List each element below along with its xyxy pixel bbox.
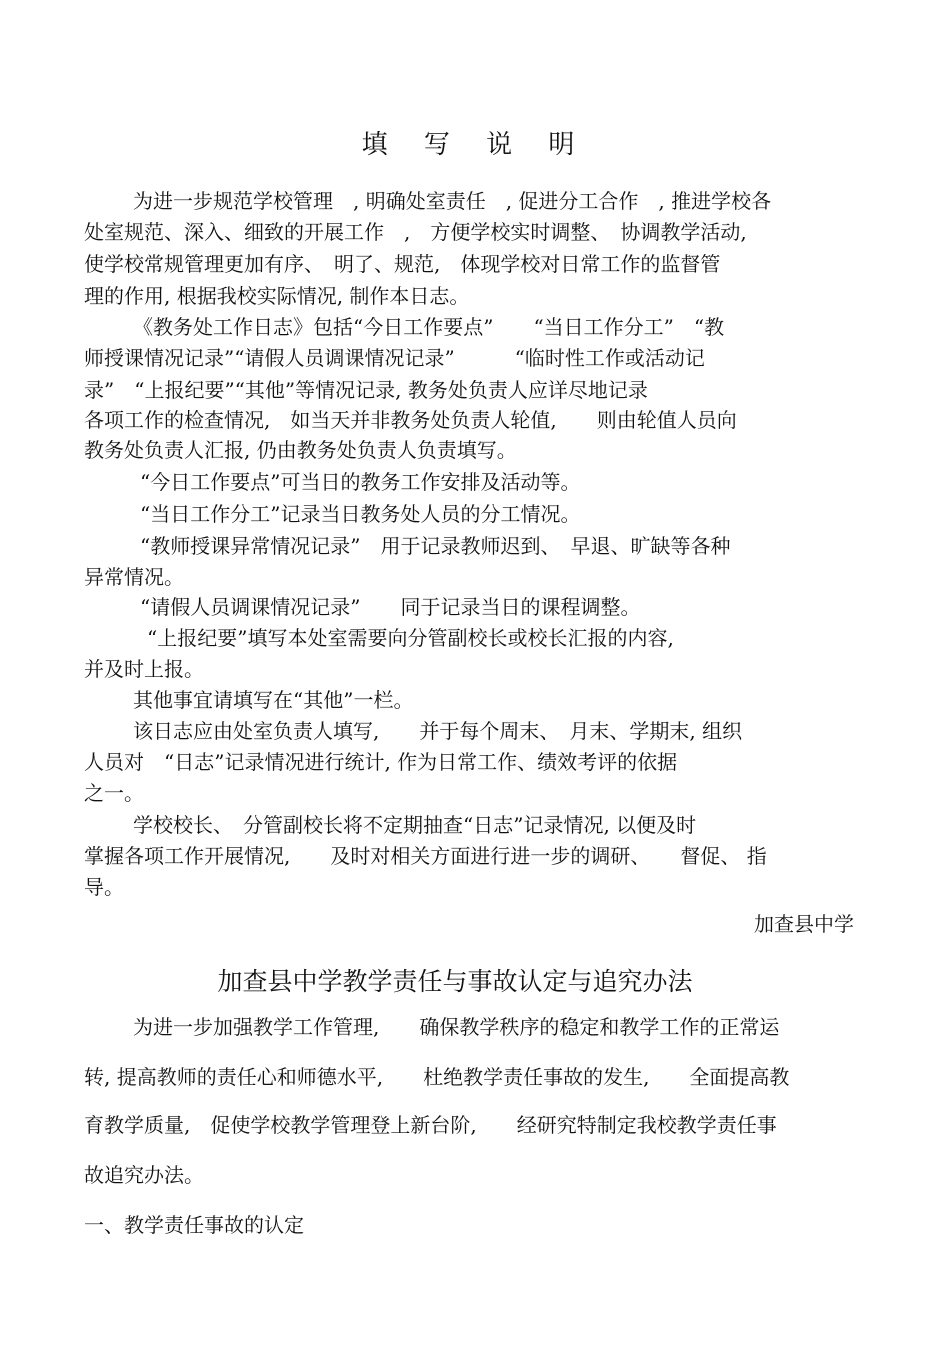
instructions-line: “请假人员调课情况记录” 同于记录当日的课程调整。 xyxy=(140,595,641,619)
instructions-line: 人员对 “日志”记录情况进行统计, 作为日常工作、绩效考评的依据 xyxy=(84,750,678,774)
instructions-line: 各项工作的检查情况, 如当天并非教务处负责人轮值, 则由轮值人员向 xyxy=(84,408,737,432)
instructions-line: 教务处负责人汇报, 仍由教务处负责人负责填写。 xyxy=(84,438,517,462)
instructions-title: 填 写 说 明 xyxy=(361,130,589,160)
instructions-line: 师授课情况记录”“请假人员调课情况记录” “临时性工作或活动记 xyxy=(84,346,705,370)
regulation-line: 转, 提高教师的责任心和师德水平, 杜绝教学责任事故的发生, 全面提高教 xyxy=(84,1065,790,1089)
instructions-line: “当日工作分工”记录当日教务处人员的分工情况。 xyxy=(140,502,581,526)
instructions-line: 之一。 xyxy=(84,781,144,805)
instructions-line: “上报纪要”填写本处室需要向分管副校长或校长汇报的内容, xyxy=(147,626,674,650)
instructions-line: 导。 xyxy=(84,875,124,899)
instructions-line: 并及时上报。 xyxy=(84,657,204,681)
instructions-line: 该日志应由处室负责人填写, 并于每个周末、 月末、学期末, 组织 xyxy=(133,719,743,743)
instructions-line: 录” “上报纪要”“其他”等情况记录, 教务处负责人应详尽地记录 xyxy=(84,378,648,402)
instructions-line: “今日工作要点”可当日的教务工作安排及活动等。 xyxy=(140,470,581,494)
instructions-line: 使学校常规管理更加有序、 明了、规范, 体现学校对日常工作的监督管 xyxy=(84,252,721,276)
regulation-line: 为进一步加强教学工作管理, 确保教学秩序的稳定和教学工作的正常运 xyxy=(133,1015,780,1039)
instructions-line: 学校校长、 分管副校长将不定期抽查“日志”记录情况, 以便及时 xyxy=(133,813,697,837)
section-heading: 一、教学责任事故的认定 xyxy=(84,1213,304,1237)
regulation-line: 育教学质量, 促使学校教学管理登上新台阶, 经研究特制定我校教学责任事 xyxy=(84,1113,777,1137)
instructions-line: 其他事宜请填写在“其他”一栏。 xyxy=(133,688,414,712)
school-signature: 加查县中学 xyxy=(754,912,854,936)
instructions-line: 掌握各项工作开展情况, 及时对相关方面进行进一步的调研、 督促、 指 xyxy=(84,844,767,868)
instructions-line: 处室规范、深入、细致的开展工作 , 方便学校实时调整、 协调教学活动, xyxy=(84,220,747,244)
regulation-title: 加查县中学教学责任与事故认定与追究办法 xyxy=(217,967,693,996)
instructions-line: 异常情况。 xyxy=(84,565,184,589)
instructions-line: 《教务处工作日志》包括“今日工作要点” “当日工作分工” “教 xyxy=(133,315,725,339)
instructions-line: “教师授课异常情况记录” 用于记录教师迟到、 早退、旷缺等各种 xyxy=(140,534,731,558)
regulation-line: 故追究办法。 xyxy=(84,1163,204,1187)
instructions-line: 为进一步规范学校管理 , 明确处室责任 , 促进分工合作 , 推进学校各 xyxy=(133,189,772,213)
instructions-line: 理的作用, 根据我校实际情况, 制作本日志。 xyxy=(84,284,470,308)
